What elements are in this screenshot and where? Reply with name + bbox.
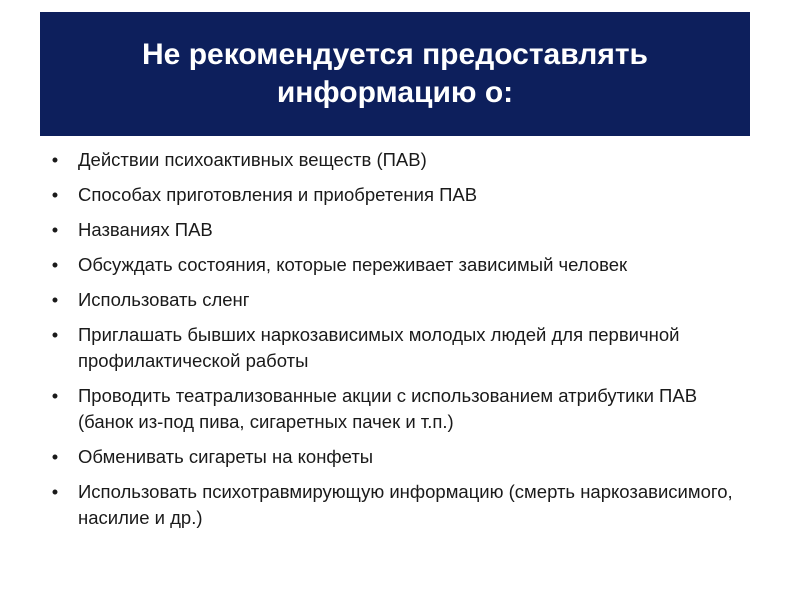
list-item-text: Способах приготовления и приобретения ПАВ — [78, 184, 478, 205]
bullet-list — [48, 147, 748, 540]
list-item — [48, 147, 748, 173]
list-item-text: Обсуждать состояния, которые переживает зависимый человек — [78, 254, 628, 275]
list-item-text: Проводить театрализованные акции с использованием атрибутики ПАВ (банок из-под пива, сигаретных пачек и т.п.) — [78, 385, 698, 432]
title-line-2: информацию о: — [276, 76, 514, 109]
list-item — [48, 479, 748, 531]
list-item — [48, 252, 748, 278]
bullet-icon: • — [51, 184, 59, 205]
list-item-text: Названиях ПАВ — [78, 219, 213, 240]
list-item-text: Приглашать бывших наркозависимых молодых людей для первичной профилактической работы — [78, 324, 680, 371]
bullet-icon: • — [51, 149, 59, 170]
bullet-icon: • — [51, 324, 59, 345]
bullet-icon: • — [51, 446, 59, 467]
bullet-icon: • — [51, 254, 59, 275]
title-line-1: Не рекомендуется предоставлять — [142, 38, 648, 71]
list-item-text: Использовать психотравмирующую информацию (смерть наркозависимого, насилие и др.) — [78, 481, 733, 528]
list-item — [48, 444, 748, 470]
list-item — [48, 217, 748, 243]
bullet-icon: • — [51, 481, 59, 502]
list-item — [48, 383, 748, 435]
list-item-text: Обменивать сигареты на конфеты — [78, 446, 374, 467]
title-banner — [40, 12, 750, 136]
list-item — [48, 322, 748, 374]
list-item — [48, 182, 748, 208]
bullet-icon: • — [51, 385, 59, 406]
list-item-text: Действии психоактивных веществ (ПАВ) — [78, 149, 427, 170]
bullet-icon: • — [51, 219, 59, 240]
slide-title — [55, 36, 735, 112]
list-item-text: Использовать сленг — [78, 289, 250, 310]
list-item — [48, 287, 748, 313]
bullet-icon: • — [51, 289, 59, 310]
